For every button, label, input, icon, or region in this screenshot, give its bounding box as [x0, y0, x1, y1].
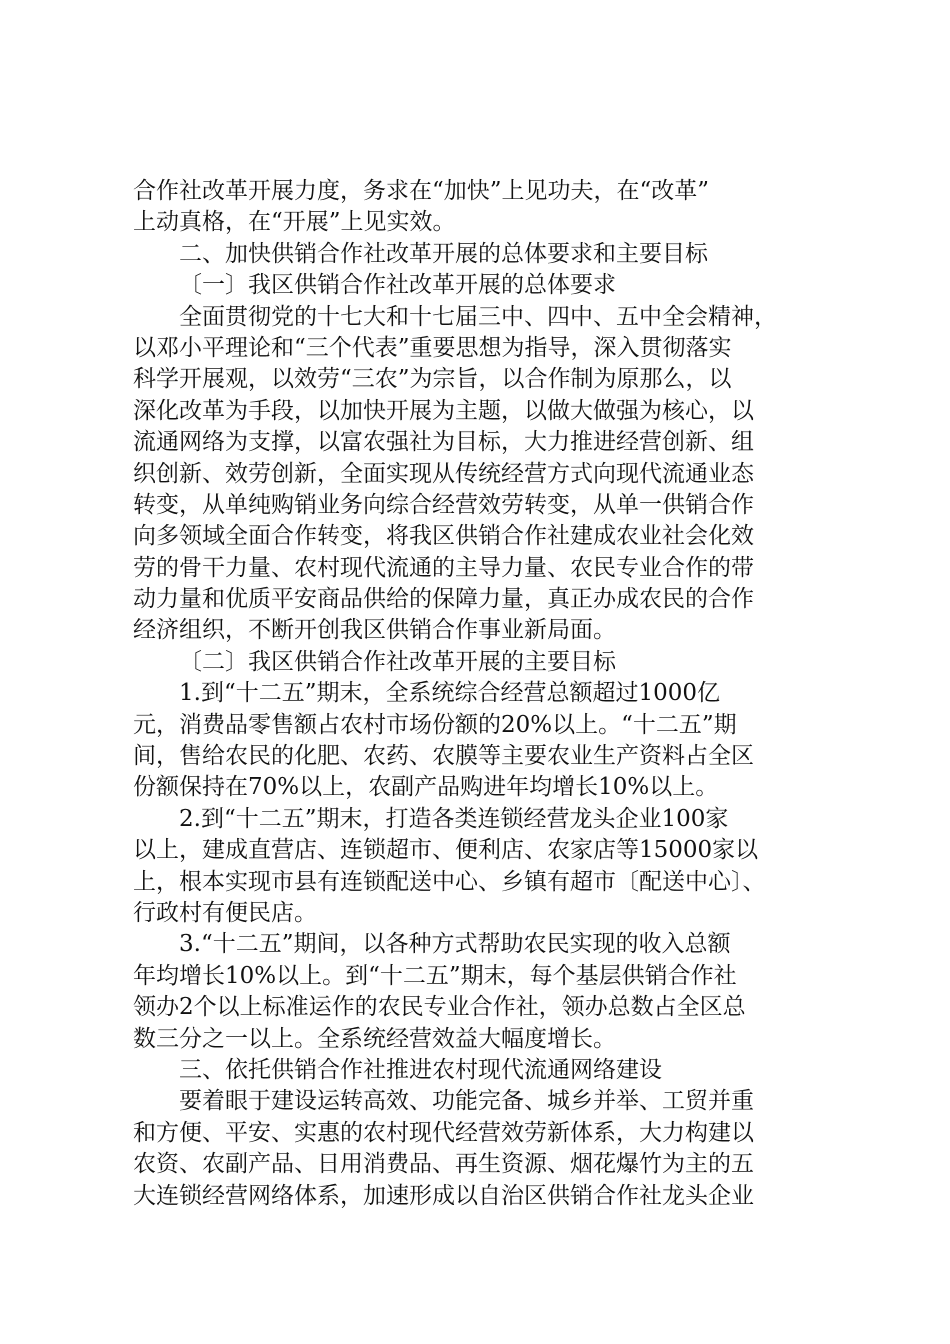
text-line: 要着眼于建设运转高效、功能完备、城乡并举、工贸并重: [179, 1088, 754, 1115]
text-line: 织创新、效劳创新，全面实现从传统经营方式向现代流通业态: [133, 460, 754, 487]
text-line: 转变，从单纯购销业务向综合经营效劳转变，从单一供销合作: [133, 491, 754, 518]
text-line: 〔二〕我区供销合作社改革开展的主要目标: [179, 648, 616, 675]
text-line: 领办2个以上标准运作的农民专业合作社，领办总数占全区总: [133, 994, 746, 1021]
text-line: 上动真格，在“开展”上见实效。: [133, 209, 456, 236]
text-line: 和方便、平安、实惠的农村现代经营效劳新体系，大力构建以: [133, 1119, 754, 1146]
text-line: 〔一〕我区供销合作社改革开展的总体要求: [179, 272, 616, 299]
text-line: 2.到“十二五”期末，打造各类连锁经营龙头企业100家: [179, 805, 729, 832]
text-line: 全面贯彻党的十七大和十七届三中、四中、五中全会精神，: [179, 303, 777, 330]
text-line: 间，售给农民的化肥、农药、农膜等主要农业生产资料占全区: [133, 743, 754, 770]
text-line: 二、加快供销合作社改革开展的总体要求和主要目标: [179, 240, 708, 267]
text-line: 上，根本实现市县有连锁配送中心、乡镇有超市〔配送中心〕、: [133, 868, 766, 895]
text-line: 经济组织，不断开创我区供销合作事业新局面。: [133, 617, 616, 644]
text-line: 数三分之一以上。全系统经营效益大幅度增长。: [133, 1025, 616, 1052]
text-line: 合作社改革开展力度，务求在“加快”上见功夫，在“改革”: [133, 178, 710, 204]
text-line: 科学开展观，以效劳“三农”为宗旨，以合作制为原那么，以: [133, 366, 732, 393]
text-line: 1.到“十二五”期末，全系统综合经营总额超过1000亿: [179, 680, 720, 707]
text-line: 3.“十二五”期间，以各种方式帮助农民实现的收入总额: [179, 931, 731, 958]
text-line: 行政村有便民店。: [133, 899, 317, 926]
text-line: 大连锁经营网络体系，加速形成以自治区供销合作社龙头企业: [133, 1182, 754, 1209]
text-line: 年均增长10%以上。到“十二五”期末，每个基层供销合作社: [133, 962, 737, 989]
text-line: 份额保持在70%以上，农副产品购进年均增长10%以上。: [133, 774, 719, 801]
text-line: 动力量和优质平安商品供给的保障力量，真正办成农民的合作: [133, 586, 754, 613]
text-line: 三、依托供销合作社推进农村现代流通网络建设: [179, 1056, 662, 1083]
text-line: 元，消费品零售额占农村市场份额的20%以上。“十二五”期: [133, 711, 737, 738]
text-line: 以上，建成直营店、连锁超市、便利店、农家店等15000家以: [133, 837, 759, 864]
text-line: 以邓小平理论和“三个代表”重要思想为指导，深入贯彻落实: [133, 334, 732, 361]
document-page: [133, 176, 833, 1212]
text-line: 向多领域全面合作转变，将我区供销合作社建成农业社会化效: [133, 523, 754, 550]
text-line: 流通网络为支撑，以富农强社为目标，大力推进经营创新、组: [133, 429, 754, 456]
text-line: 农资、农副产品、日用消费品、再生资源、烟花爆竹为主的五: [133, 1151, 754, 1178]
text-line: 深化改革为手段，以加快开展为主题，以做大做强为核心，以: [133, 397, 754, 424]
text-line: 劳的骨干力量、农村现代流通的主导力量、农民专业合作的带: [133, 554, 754, 581]
